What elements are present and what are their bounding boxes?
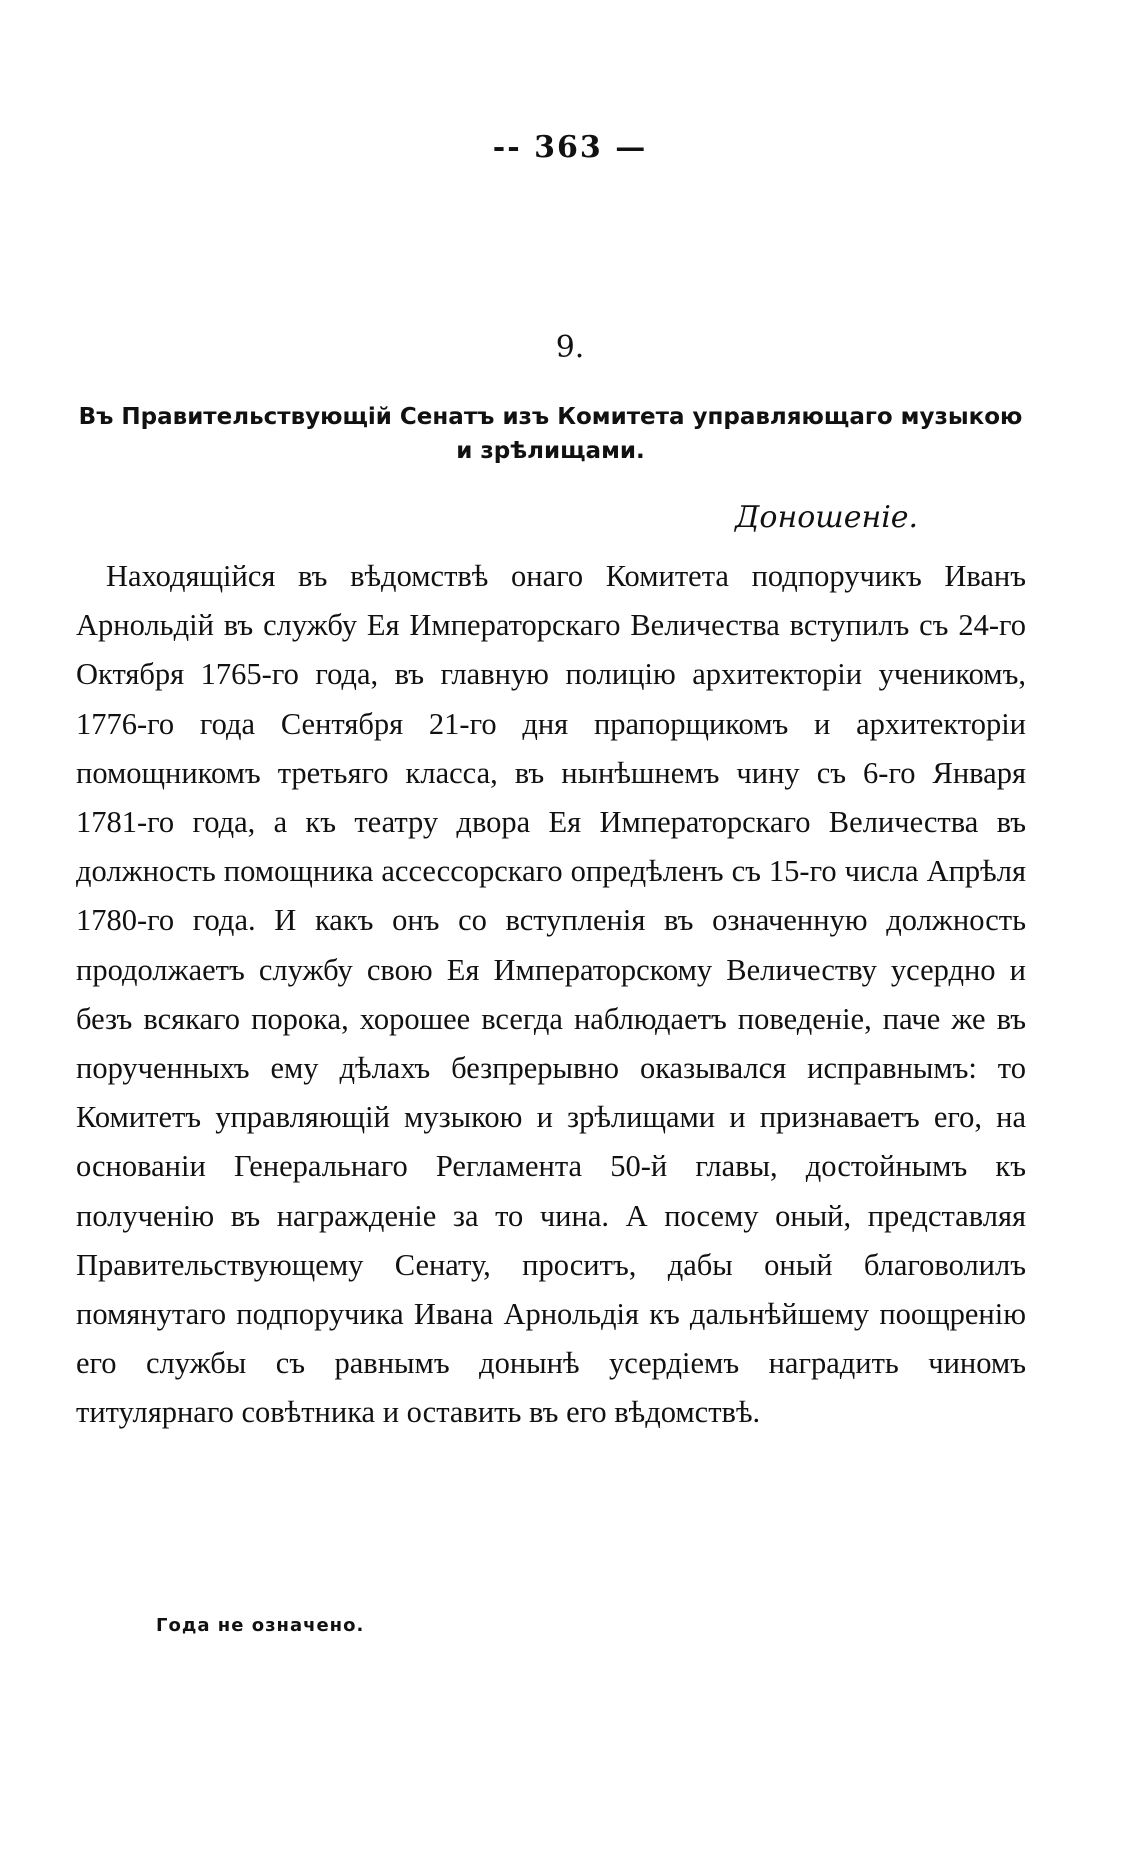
body-text: Находящійся въ вѣдомствѣ онаго Комитета подпоручикъ Иванъ Арнольдій въ службу Ея Императорскаго Величества вступилъ съ 24-го Октября 1765-го года, въ главную полицію архитекторіи ученикомъ, 1776-го года Сентября 21-го дня прапорщикомъ и архитекторіи помощникомъ третьяго класса, въ нынѣшнемъ чину съ 6-го Января 1781-го года, а къ театру двора Ея Императорскаго Величества въ должность помощника ассессорскаго опредѣленъ съ 15-го числа Апрѣля 1780-го года. И какъ онъ со вступленія въ означенную должность продолжаетъ службу свою Ея Императорскому Величеству усердно и безъ всякаго порока, хорошее всегда наблюдаетъ поведеніе, паче же въ порученныхъ ему дѣлахъ безпрерывно оказывался исправнымъ: то Комитетъ управляющій музыкою и зрѣлищами и признаваетъ его, на основаніи Генеральнаго Регламента 50-й главы, достойнымъ къ полученію въ награжденіе за то чина. А посему оный, представляя Правительствующему Сенату, проситъ, дабы оный благоволилъ помянутаго подпоручика Ивана Арнольдія къ дальнѣйшему поощренію его службы съ равнымъ донынѣ усердіемъ наградить чиномъ титулярнаго совѣтника и оставить въ его вѣдомствѣ. <box>76 559 1026 1430</box>
date-note: Года не означено. <box>156 1615 365 1636</box>
document-type: Доношеніе. <box>735 500 919 535</box>
document-number: 9. <box>555 330 585 365</box>
document-heading: Въ Правительствующій Сенатъ изъ Комитета управляющаго музыкою и зрѣлищами. <box>78 404 1023 464</box>
page-number: -- 363 — <box>492 130 648 165</box>
